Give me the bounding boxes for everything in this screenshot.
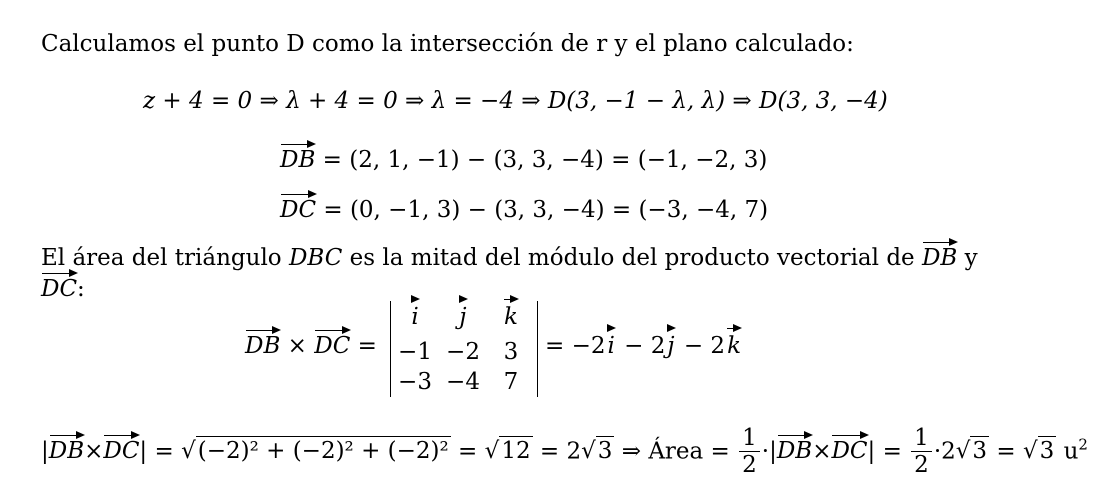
result-equals: = bbox=[545, 333, 572, 359]
area-dot-2: ·2 bbox=[933, 438, 956, 465]
paragraph-vector-db: DB bbox=[921, 245, 958, 271]
cross-product-left bbox=[245, 333, 377, 361]
area-vector-dc-2: DC bbox=[831, 438, 868, 465]
area-implies: ⇒ Área = bbox=[614, 438, 738, 465]
equation-line-1 bbox=[143, 88, 888, 116]
radicand-12: 12 bbox=[501, 438, 531, 465]
area-unit-exponent: 2 bbox=[1078, 435, 1088, 454]
area-equation bbox=[41, 426, 1088, 479]
paragraph-intro-text: Calculamos el punto D como la intersección de r y el plano calculado: bbox=[41, 31, 854, 57]
det-cell-k: k bbox=[504, 304, 518, 330]
paragraph-area bbox=[41, 245, 978, 273]
cross-product-result bbox=[545, 333, 743, 361]
radicand-3-a: 3 bbox=[597, 438, 613, 465]
result-unit-i: i bbox=[607, 333, 615, 359]
area-vector-db: DB bbox=[48, 438, 85, 465]
area-eq-1: = bbox=[147, 438, 182, 465]
fraction-1-den: 2 bbox=[742, 452, 757, 479]
abs-open: | bbox=[41, 438, 49, 465]
cross-equals: = bbox=[350, 333, 377, 359]
paragraph-area-continued bbox=[41, 276, 85, 304]
vector-db-label: DB bbox=[280, 147, 316, 173]
radicand-sum-of-squares: (−2)² + (−2)² + (−2)² bbox=[197, 438, 449, 465]
paragraph-area-text-a: El área del triángulo bbox=[41, 245, 289, 271]
det-cell-i: i bbox=[411, 304, 419, 330]
sqrt-12: √12 bbox=[484, 438, 531, 465]
area-times-2: × bbox=[812, 438, 832, 465]
paragraph-vector-dc: DC bbox=[41, 276, 78, 302]
vector-dc-expression: = (0, −1, 3) − (3, 3, −4) = (−3, −4, 7) bbox=[316, 197, 769, 223]
area-unit: u bbox=[1056, 438, 1079, 465]
sqrt-sum-of-squares: √(−2)² + (−2)² + (−2)² bbox=[181, 438, 449, 465]
det-cell-r3c1: −3 bbox=[398, 369, 432, 395]
equation-vector-db bbox=[280, 147, 767, 175]
det-cell-r3c2: −4 bbox=[446, 369, 480, 395]
paragraph-area-text-b: es la mitad del módulo del producto vectorial de bbox=[342, 245, 922, 271]
result-coef-1: −2 bbox=[571, 333, 606, 359]
det-cell-j: j bbox=[459, 304, 467, 330]
fraction-2-num: 1 bbox=[911, 426, 932, 452]
fraction-1-num: 1 bbox=[739, 426, 760, 452]
fraction-half-1 bbox=[739, 426, 760, 479]
fraction-half-2 bbox=[911, 426, 932, 479]
result-unit-k: k bbox=[727, 333, 741, 359]
paragraph-area-text-c: y bbox=[957, 245, 978, 271]
cross-vector-db: DB bbox=[245, 333, 281, 359]
radicand-3-b: 3 bbox=[972, 438, 988, 465]
det-cell-r2c3: 3 bbox=[503, 339, 519, 365]
area-eq-3: = 2 bbox=[532, 438, 582, 465]
area-eq-2: = bbox=[450, 438, 485, 465]
abs-close-2: | = bbox=[867, 438, 910, 465]
result-unit-j: j bbox=[667, 333, 675, 359]
cross-operator: × bbox=[280, 333, 315, 359]
result-coef-2: − 2 bbox=[616, 333, 666, 359]
area-times: × bbox=[84, 438, 104, 465]
sqrt-3-c: √3 bbox=[1022, 438, 1055, 465]
vector-db-expression: = (2, 1, −1) − (3, 3, −4) = (−1, −2, 3) bbox=[315, 147, 768, 173]
det-cell-r3c3: 7 bbox=[503, 369, 519, 395]
sqrt-3-a: √3 bbox=[581, 438, 613, 465]
area-vector-dc: DC bbox=[103, 438, 140, 465]
equation-vector-dc bbox=[280, 197, 768, 225]
area-eq-4: = bbox=[989, 438, 1023, 465]
paragraph-intro bbox=[41, 31, 854, 59]
paragraph-area-text-d: : bbox=[77, 276, 85, 302]
area-vector-db-2: DB bbox=[776, 438, 813, 465]
determinant-matrix bbox=[390, 301, 538, 397]
fraction-2-den: 2 bbox=[914, 452, 929, 479]
radicand-3-c: 3 bbox=[1039, 438, 1055, 465]
abs-close: | bbox=[139, 438, 148, 465]
triangle-name: DBC bbox=[288, 245, 343, 271]
result-coef-3: − 2 bbox=[676, 333, 726, 359]
area-dot-1: ·| bbox=[761, 438, 777, 465]
det-cell-r2c2: −2 bbox=[446, 339, 480, 365]
det-cell-r2c1: −1 bbox=[398, 339, 432, 365]
sqrt-3-b: √3 bbox=[955, 438, 988, 465]
cross-vector-dc: DC bbox=[314, 333, 351, 359]
vector-dc-label: DC bbox=[280, 197, 317, 223]
equation-lambda: z + 4 = 0 ⇒ λ + 4 = 0 ⇒ λ = −4 ⇒ D(3, −1 − λ, λ) ⇒ D(3, 3, −4) bbox=[143, 88, 888, 114]
